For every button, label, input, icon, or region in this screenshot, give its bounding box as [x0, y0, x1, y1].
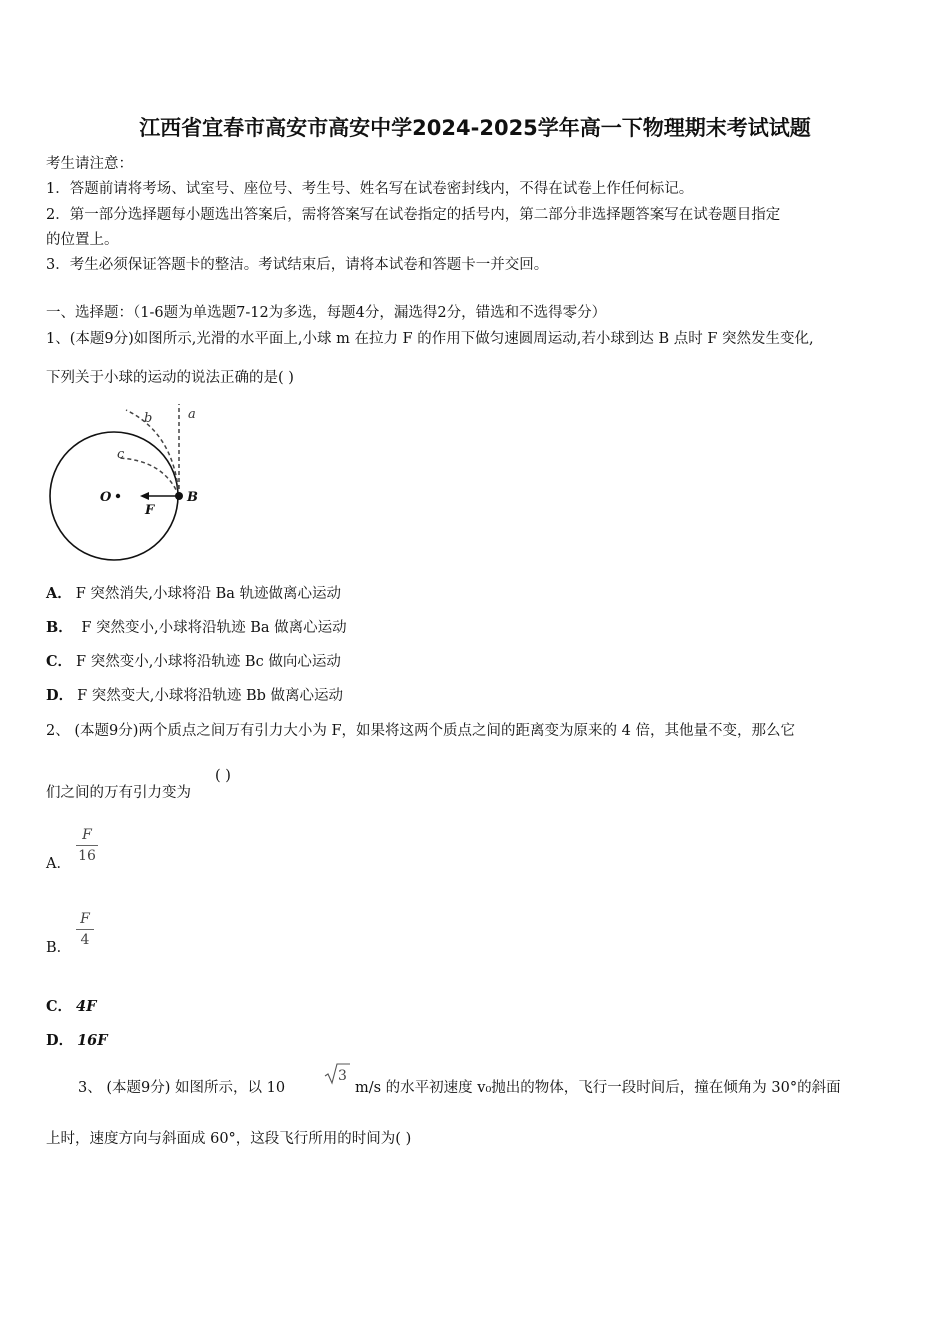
- page-title: 江西省宜春市高安市高安中学2024-2025学年高一下物理期末考试试题: [139, 116, 811, 140]
- section-1-heading: 一、选择题：（1-6题为单选题7-12为多选，每题4分，漏选得2分，错选和不选得零分）: [46, 305, 607, 321]
- label-B: B: [187, 490, 198, 505]
- q1-option-b[interactable]: B． F 突然变小,小球将沿轨迹 Ba 做离心运动: [46, 619, 347, 636]
- sqrt-symbol: [323, 1062, 351, 1086]
- question-2-answer-paren: ( ): [215, 768, 231, 784]
- label-F: F: [145, 503, 155, 518]
- question-3-line-1-start: 3、 (本题9分) 如图所示，以 10: [78, 1080, 286, 1096]
- question-2-line-2: 们之间的万有引力变为: [46, 785, 191, 801]
- notice-item-2-line-1: 2．第一部分选择题每小题选出答案后，需将答案写在试卷指定的括号内，第二部分非选择题答案写在试卷题目指定: [46, 207, 781, 223]
- sqrt-radicand: 3: [338, 1068, 347, 1084]
- q2-option-a-label[interactable]: A．: [46, 856, 71, 872]
- q2-option-c[interactable]: C． 4F: [46, 998, 97, 1015]
- q1-option-d[interactable]: D． F 突然变大,小球将沿轨迹 Bb 做离心运动: [46, 687, 344, 704]
- notice-heading: 考生请注意：: [46, 156, 133, 172]
- q1-option-c[interactable]: C． F 突然变小,小球将沿轨迹 Bc 做向心运动: [46, 653, 341, 670]
- center-point: [116, 494, 120, 498]
- question-1-line-2: 下列关于小球的运动的说法正确的是( ): [46, 370, 294, 386]
- notice-item-2-line-2: 的位置上。: [46, 232, 119, 248]
- notice-item-3: 3．考生必须保证答题卡的整洁。考试结束后，请将本试卷和答题卡一并交回。: [46, 257, 549, 273]
- question-3-line-2: 上时，速度方向与斜面成 60°，这段飞行所用的时间为( ): [46, 1131, 412, 1147]
- ball-at-B: [175, 492, 183, 500]
- q2-option-b-label[interactable]: B．: [46, 940, 72, 956]
- question-3-line-1-end: m/s 的水平初速度 v₀抛出的物体，飞行一段时间后，撞在倾角为 30°的斜面: [355, 1080, 841, 1096]
- q2-option-d[interactable]: D． 16F: [46, 1032, 108, 1049]
- question-2-line-1: 2、 (本题9分)两个质点之间万有引力大小为 F，如果将这两个质点之间的距离变为原来的 4 倍，其他量不变，那么它: [46, 723, 795, 739]
- q2-option-a-fraction: F 16: [76, 826, 98, 865]
- circular-motion-figure: [46, 398, 216, 563]
- label-a: a: [188, 407, 196, 422]
- label-b: b: [144, 411, 153, 426]
- label-O: O: [100, 490, 112, 505]
- q1-option-a[interactable]: A． F 突然消失,小球将沿 Ba 轨迹做离心运动: [46, 585, 342, 602]
- force-arrow-head: [140, 492, 149, 500]
- notice-item-1: 1．答题前请将考场、试室号、座位号、考生号、姓名写在试卷密封线内，不得在试卷上作任何标记。: [46, 181, 694, 197]
- label-c: c: [117, 447, 125, 462]
- question-1-line-1: 1、(本题9分)如图所示,光滑的水平面上,小球 m 在拉力 F 的作用下做匀速圆周运动,若小球到达 B 点时 F 突然发生变化,: [46, 331, 814, 347]
- q2-option-b-fraction: F 4: [76, 910, 94, 949]
